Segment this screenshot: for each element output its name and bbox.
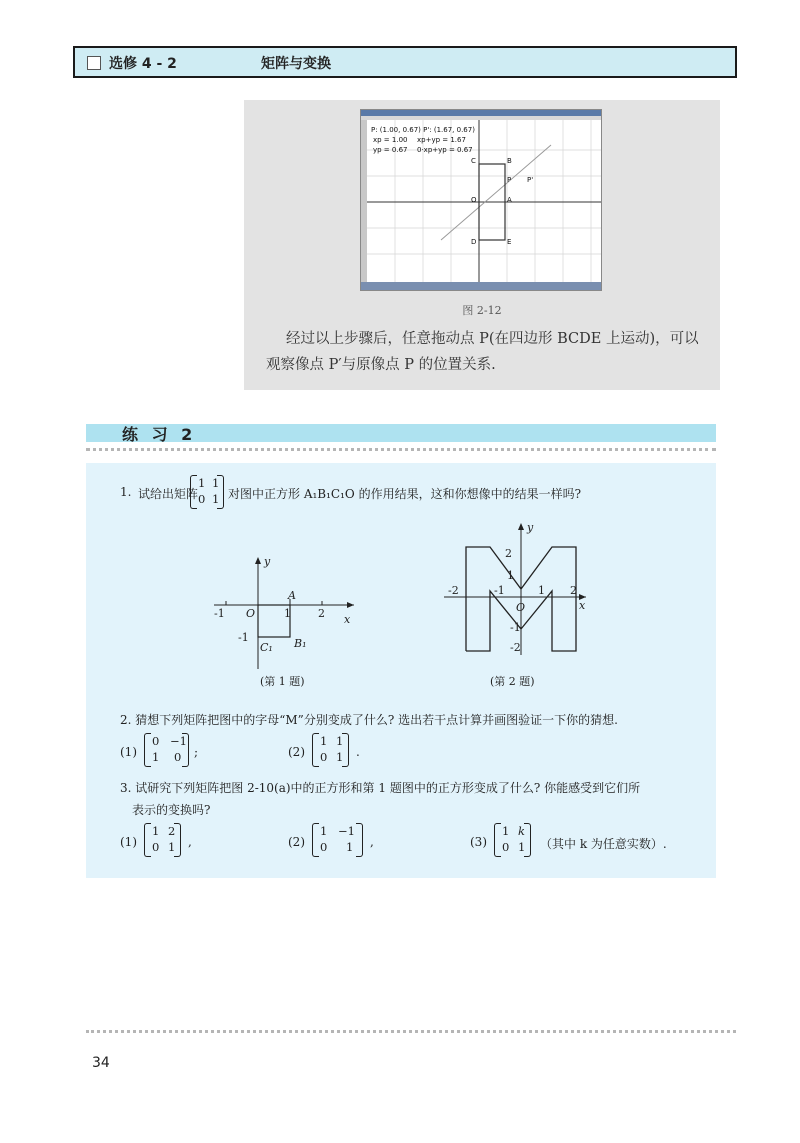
q3-item3-tail: （其中 k 为任意实数）. [540, 837, 667, 851]
q3-item3-label: (3) [470, 835, 487, 849]
label-P-prime: P' [527, 176, 534, 184]
fig1-A: A [288, 589, 296, 602]
q1-matrix: 1 1 0 1 [190, 475, 224, 509]
fig1-O: O [246, 607, 256, 620]
q1-number: 1. [120, 485, 132, 499]
q3-item1-tail: , [188, 835, 192, 849]
label-E: E [507, 238, 512, 246]
fig1-two: 2 [318, 607, 325, 620]
fig1-caption: (第 1 题) [260, 675, 305, 688]
q2-matrix-1: 0 −1 1 0 [144, 733, 190, 767]
header-title: 矩阵与变换 [261, 56, 331, 72]
fig2-m1: -1 [494, 584, 505, 597]
q3-matrix-1: 1 2 0 1 [144, 823, 184, 857]
figure-2 [436, 519, 596, 659]
fig1-x: x [344, 613, 351, 626]
fig1-C1: C₁ [260, 641, 273, 654]
fig1-one: 1 [284, 607, 291, 620]
label-B: B [507, 157, 512, 165]
label-C: C [471, 157, 476, 165]
page-number: 34 [92, 1055, 110, 1071]
fig2-caption: (第 2 题) [490, 675, 535, 688]
q2-item2-label: (2) [288, 745, 305, 759]
q3-line1: 3. 试研究下列矩阵把图 2-10(a)中的正方形和第 1 题图中的正方形变成了什么? 你能感受到它们所 [120, 781, 641, 795]
exercise-title: 练 习 2 [122, 425, 197, 444]
q3-item2-label: (2) [288, 835, 305, 849]
q2-item1-label: (1) [120, 745, 137, 759]
fig1-y: y [264, 555, 271, 568]
label-D: D [471, 238, 477, 246]
q3-item2-tail: , [370, 835, 374, 849]
header-square-icon [87, 56, 101, 70]
q2-text: 2. 猜想下列矩阵把图中的字母“M”分别变成了什么? 选出若干点计算并画图验证一下你的猜想. [120, 713, 618, 727]
fig2-m1y: -1 [510, 621, 521, 634]
fig2-one: 1 [507, 569, 514, 582]
readout-3: xp+yp = 1.67 [417, 136, 466, 144]
activity-box [244, 100, 720, 390]
readout-1: P: (1.00, 0.67) P': (1.67, 0.67) [371, 126, 475, 134]
label-O: O [471, 196, 477, 204]
fig2-p1: 1 [538, 584, 545, 597]
figure-1 [204, 551, 364, 681]
label-A: A [507, 196, 512, 204]
chapter-header [73, 46, 737, 78]
exercise-title-bar [86, 424, 716, 442]
q3-matrix-2: 1 −1 0 1 [312, 823, 364, 857]
q2-item1-tail: ; [194, 745, 199, 759]
fig2-m2y: -2 [510, 641, 521, 654]
fig2-x: x [579, 599, 586, 612]
dotted-divider-bottom [86, 1030, 736, 1033]
fig1-m1y: -1 [238, 631, 249, 644]
label-P: P [507, 176, 512, 184]
fig1-B1: B₁ [294, 637, 307, 650]
dotted-divider-top [86, 448, 716, 451]
fig2-m2: -2 [448, 584, 459, 597]
header-badge: 选修 4 - 2 [109, 56, 177, 72]
readout-2: xp = 1.00 [373, 136, 408, 144]
q1-pre-text: 试给出矩阵 [138, 487, 199, 501]
q3-item1-label: (1) [120, 835, 137, 849]
q1-post-text: 对图中正方形 A₁B₁C₁O 的作用结果，这和你想像中的结果一样吗? [228, 487, 582, 501]
fig2-p2: 2 [570, 584, 577, 597]
fig2-two: 2 [505, 547, 512, 560]
readout-4: yp = 0.67 [373, 146, 408, 154]
fig2-O: O [516, 601, 526, 614]
screenshot-canvas [361, 110, 601, 290]
paragraph: 经过以上步骤后，任意拖动点 P(在四边形 BCDE 上运动)，可以观察像点 P′与原像点 P 的位置关系. [266, 331, 699, 373]
fig1-m1x: -1 [214, 607, 225, 620]
q3-matrix-3: 1 k 0 1 [494, 823, 534, 857]
readout-5: 0·xp+yp = 0.67 [417, 146, 473, 154]
q2-item2-tail: . [356, 745, 360, 759]
fig2-y: y [527, 521, 534, 534]
q2-matrix-2: 1 1 0 1 [312, 733, 352, 767]
exercise-box [86, 463, 716, 878]
figure-caption: 图 2-12 [462, 304, 502, 317]
q3-line2: 表示的变换吗? [132, 803, 211, 817]
software-screenshot [360, 109, 602, 291]
